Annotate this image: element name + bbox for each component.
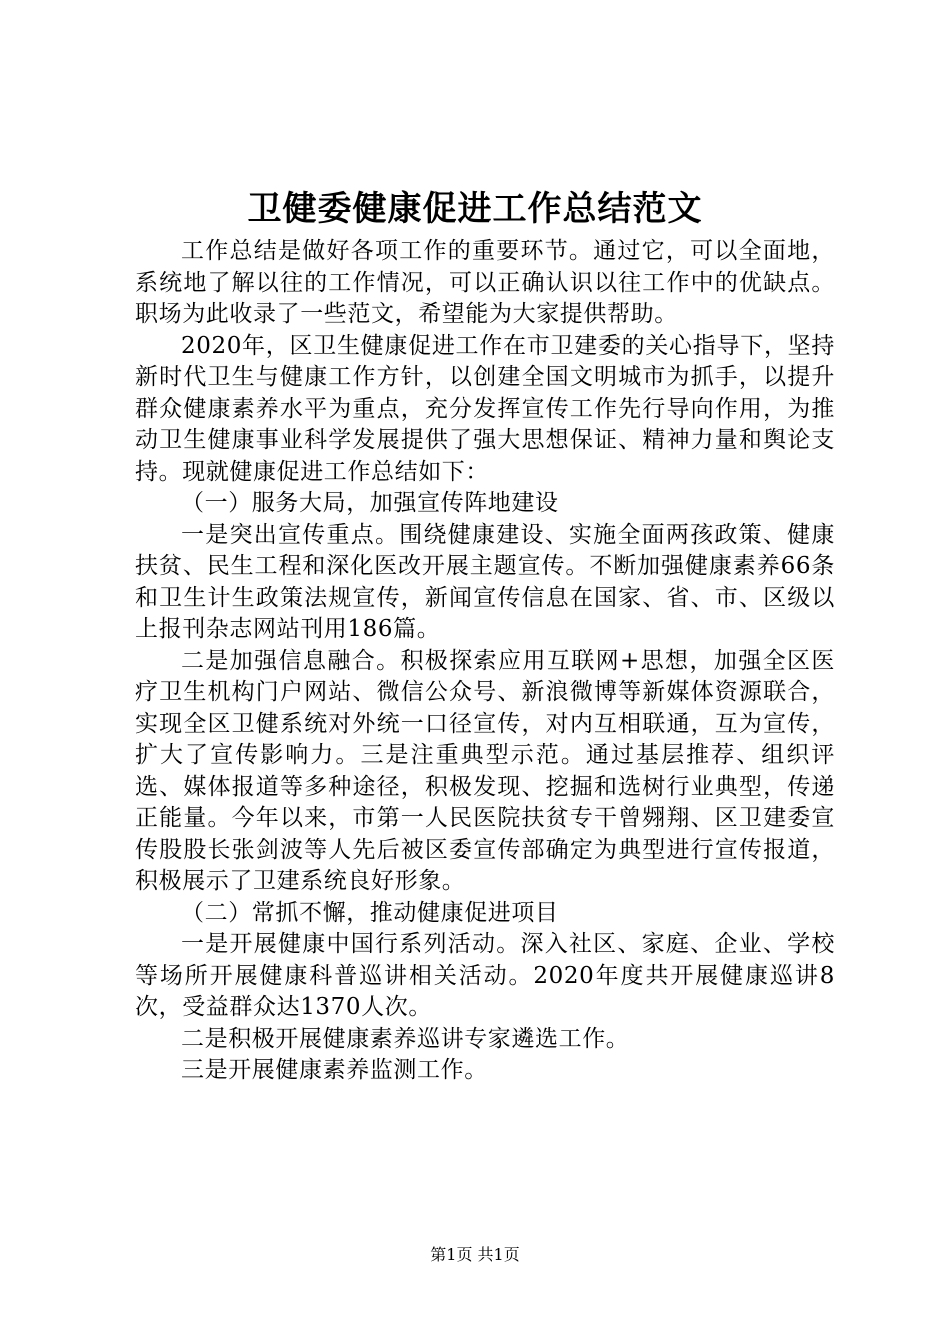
paragraph-item-1: 一是突出宣传重点。围绕健康建设、实施全面两孩政策、健康扶贫、民生工程和深化医改开展主题宣传。不断加强健康素养66条和卫生计生政策法规宣传，新闻宣传信息在国家、省、市、区级以上报刊杂志网站刊用186篇。: [135, 521, 835, 642]
paragraph-item-3: 一是开展健康中国行系列活动。深入社区、家庭、企业、学校等场所开展健康科普巡讲相关活动。2020年度共开展健康巡讲8次，受益群众达1370人次。: [135, 931, 835, 1020]
section-heading-2: （二）常抓不懈，推动健康促进项目: [181, 899, 559, 926]
paragraph-intro: 工作总结是做好各项工作的重要环节。通过它，可以全面地，系统地了解以往的工作情况，可以正确认识以往工作中的优缺点。职场为此收录了一些范文，希望能为大家提供帮助。: [135, 238, 835, 327]
paragraph-overview: 2020年，区卫生健康促进工作在市卫建委的关心指导下，坚持新时代卫生与健康工作方针，以创建全国文明城市为抓手，以提升群众健康素养水平为重点，充分发挥宣传工作先行导向作用，为推动卫生健康事业科学发展提供了强大思想保证、精神力量和舆论支持。现就健康促进工作总结如下：: [135, 332, 835, 485]
page-footer: 第1页 共1页: [430, 1245, 520, 1264]
paragraph-item-4: 二是积极开展健康素养巡讲专家遴选工作。: [181, 1025, 630, 1052]
paragraph-item-5: 三是开展健康素养监测工作。: [181, 1057, 488, 1083]
section-heading-1: （一）服务大局，加强宣传阵地建设: [181, 490, 559, 516]
paragraph-item-2: 二是加强信息融合。积极探索应用互联网+思想，加强全区医疗卫生机构门户网站、微信公众号、新浪微博等新媒体资源联合，实现全区卫健系统对外统一口径宣传，对内互相联通，互为宣传，扩大了宣传影响力。三是注重典型示范。通过基层推荐、组织评选、媒体报道等多种途径，积极发现、挖掘和选树行业典型，传递正能量。今年以来，市第一人民医院扶贫专干曾翙翔、区卫建委宣传股股长张剑波等人先后被区委宣传部确定为典型进行宣传报道，积极展示了卫建系统良好形象。: [135, 647, 835, 894]
document-body: [135, 236, 835, 1087]
document-title: 卫健委健康促进工作总结范文: [247, 189, 703, 229]
